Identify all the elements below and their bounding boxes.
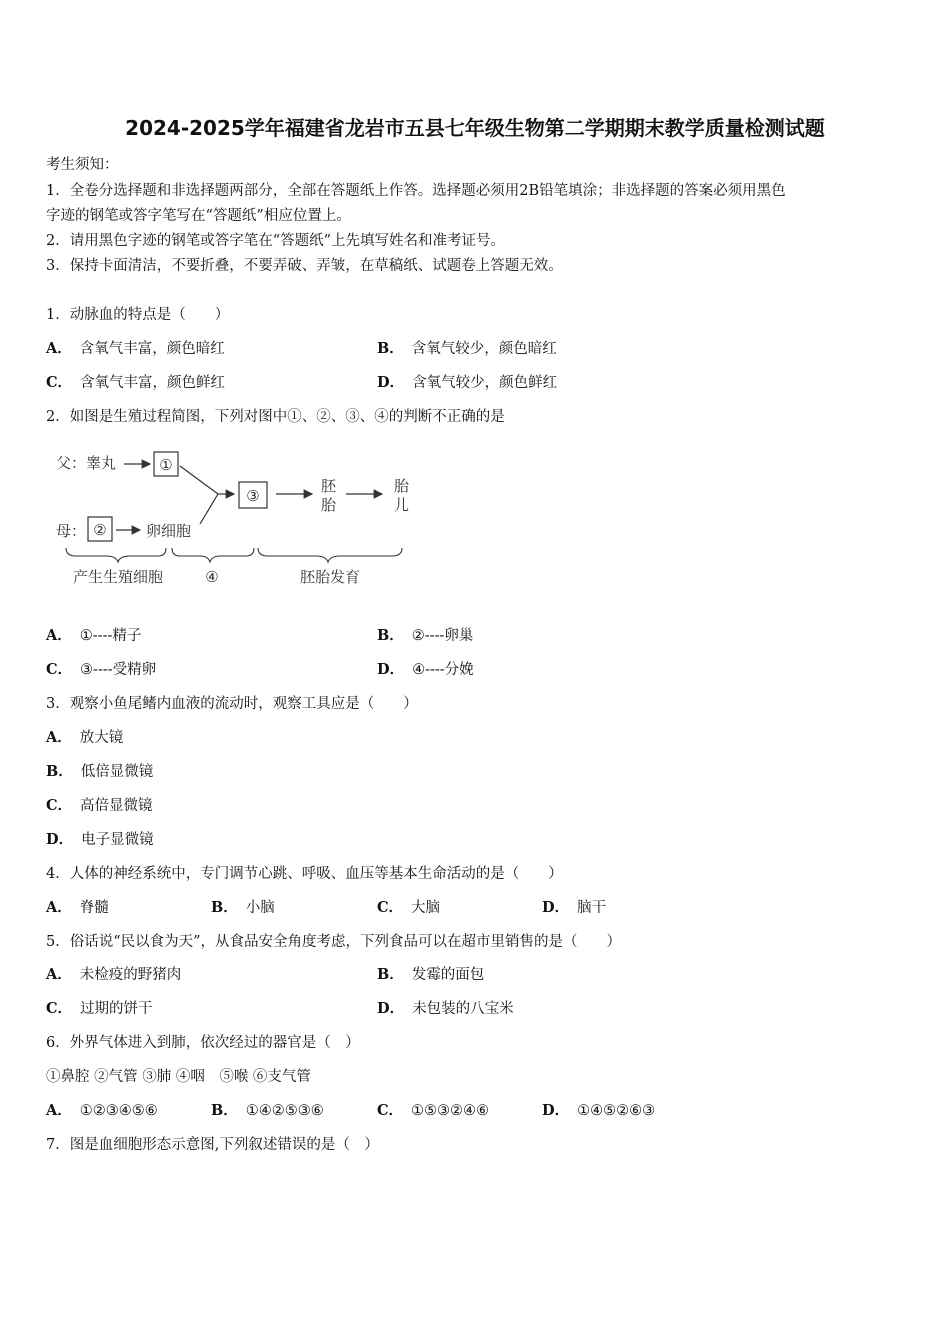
page-title: 2024-2025学年福建省龙岩市五县七年级生物第二学期期末教学质量检测试题 (125, 116, 825, 140)
reproduction-diagram (46, 444, 426, 594)
fetus-label-a: 胎 (394, 477, 410, 495)
notice-line-3: 3．保持卡面清洁，不要折叠，不要弄破、弄皱，在草稿纸、试题卷上答题无效。 (46, 258, 563, 274)
fetus-label-b: 儿 (394, 496, 410, 514)
q5-option-d[interactable]: D． 未包装的八宝米 (377, 1000, 514, 1017)
q6-option-b[interactable]: B． ①④②⑤③⑥ (211, 1102, 324, 1119)
q4-option-c[interactable]: C． 大脑 (377, 899, 441, 916)
q6-option-d[interactable]: D． ①④⑤②⑥③ (542, 1102, 656, 1119)
q3-option-a[interactable]: A． 放大镜 (46, 729, 124, 746)
q5-option-a[interactable]: A． 未检疫的野猪肉 (46, 966, 182, 983)
q3-stem: 3．观察小鱼尾鳍内血液的流动时，观察工具应是（ ） (46, 696, 418, 712)
embryo-label-a: 胚 (321, 477, 337, 495)
svg-text:②: ② (93, 521, 107, 539)
mother-label: 母： (56, 522, 87, 540)
q2-option-c[interactable]: C． ③----受精卵 (46, 661, 157, 678)
q6-option-a[interactable]: A． ①②③④⑤⑥ (46, 1102, 158, 1119)
q2-option-d[interactable]: D． ④----分娩 (377, 661, 474, 678)
q1-option-a[interactable]: A． 含氧气丰富，颜色暗红 (46, 340, 225, 357)
brace-label-1: 产生生殖细胞 (72, 568, 164, 586)
q1-option-b[interactable]: B． 含氧气较少，颜色暗红 (377, 340, 557, 357)
q3-option-b[interactable]: B． 低倍显微镜 (46, 763, 154, 780)
egg-label: 卵细胞 (146, 522, 192, 540)
q7-stem: 7．图是血细胞形态示意图,下列叙述错误的是（ ） (46, 1137, 379, 1153)
q2-option-b[interactable]: B． ②----卵巢 (377, 627, 474, 644)
brace-label-2: ④ (205, 568, 219, 586)
svg-text:①: ① (159, 456, 173, 474)
svg-text:③: ③ (246, 487, 260, 505)
q2-option-a[interactable]: A． ①----精子 (46, 627, 142, 644)
q1-stem: 1．动脉血的特点是（ ） (46, 307, 230, 323)
q4-option-a[interactable]: A． 脊髓 (46, 899, 109, 916)
q1-option-c[interactable]: C． 含氧气丰富，颜色鲜红 (46, 374, 226, 391)
q4-stem: 4．人体的神经系统中，专门调节心跳、呼吸、血压等基本生命活动的是（ ） (46, 866, 563, 882)
embryo-label-b: 胎 (321, 496, 337, 514)
brace-label-3: 胚胎发育 (299, 568, 361, 586)
notice-line-1b: 字迹的钢笔或答字笔写在“答题纸”相应位置上。 (46, 208, 351, 224)
q5-stem: 5．俗话说“民以食为天”，从食品安全角度考虑，下列食品可以在超市里销售的是（ ） (46, 934, 622, 950)
q3-option-c[interactable]: C． 高倍显微镜 (46, 797, 153, 814)
q4-option-d[interactable]: D． 脑干 (542, 899, 607, 916)
notice-heading: 考生须知： (46, 157, 119, 173)
q3-option-d[interactable]: D． 电子显微镜 (46, 831, 154, 848)
q1-option-d[interactable]: D． 含氧气较少，颜色鲜红 (377, 374, 558, 391)
q2-stem: 2．如图是生殖过程简图，下列对图中①、②、③、④的判断不正确的是 (46, 409, 505, 425)
q5-option-c[interactable]: C． 过期的饼干 (46, 1000, 153, 1017)
q5-option-b[interactable]: B． 发霉的面包 (377, 966, 485, 983)
father-label: 父：睾丸 (56, 454, 117, 472)
q6-option-c[interactable]: C． ①⑤③②④⑥ (377, 1102, 490, 1119)
q4-option-b[interactable]: B． 小脑 (211, 899, 275, 916)
q6-stem: 6．外界气体进入到肺，依次经过的器官是（ ） (46, 1035, 360, 1051)
notice-line-2: 2．请用黑色字迹的钢笔或答字笔在“答题纸”上先填写姓名和准考证号。 (46, 233, 506, 249)
q6-organs: ①鼻腔 ②气管 ③肺 ④咽 ⑤喉 ⑥支气管 (46, 1069, 311, 1085)
notice-line-1: 1．全卷分选择题和非选择题两部分，全部在答题纸上作答。选择题必须用2B铅笔填涂；非选择题的答案必须用黑色 (46, 183, 786, 199)
